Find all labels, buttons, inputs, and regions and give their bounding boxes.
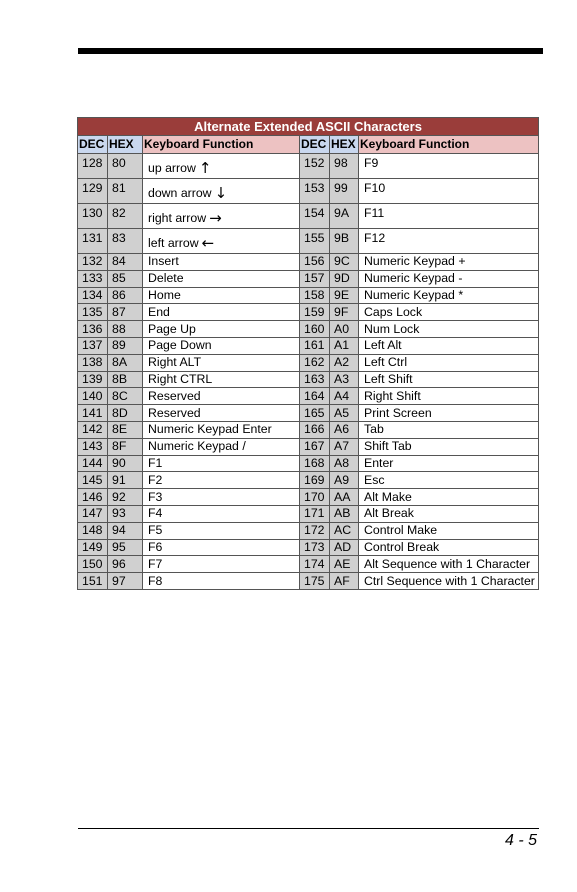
function-cell bbox=[143, 489, 300, 506]
function-label: up arrow bbox=[148, 161, 196, 175]
hex-cell: 8F bbox=[108, 438, 143, 455]
function-cell: Left Shift bbox=[359, 371, 539, 388]
arrow-icon: ← bbox=[201, 234, 215, 252]
dec-cell: 175 bbox=[300, 573, 330, 590]
hex-cell: 80 bbox=[108, 154, 143, 179]
dec-cell: 134 bbox=[78, 287, 108, 304]
dec-cell: 139 bbox=[78, 371, 108, 388]
function-cell bbox=[143, 388, 300, 405]
function-cell: Alt Break bbox=[359, 505, 539, 522]
hex-cell: 9D bbox=[330, 270, 359, 287]
function-cell: F12 bbox=[359, 229, 539, 254]
dec-cell: 156 bbox=[300, 254, 330, 271]
dec-cell: 138 bbox=[78, 354, 108, 371]
hex-cell: 96 bbox=[108, 556, 143, 573]
table-row bbox=[78, 337, 539, 354]
function-cell: Shift Tab bbox=[359, 438, 539, 455]
table-row bbox=[78, 421, 539, 438]
function-cell: Numeric Keypad * bbox=[359, 287, 539, 304]
function-cell bbox=[143, 254, 300, 271]
table-row bbox=[78, 354, 539, 371]
function-cell: Alt Make bbox=[359, 489, 539, 506]
column-header-dec: DEC bbox=[300, 136, 330, 154]
table-row bbox=[78, 573, 539, 590]
function-label: Delete bbox=[148, 271, 184, 286]
hex-cell: A2 bbox=[330, 354, 359, 371]
function-cell: Tab bbox=[359, 421, 539, 438]
dec-cell: 145 bbox=[78, 472, 108, 489]
column-header-hex: HEX bbox=[330, 136, 359, 154]
dec-cell: 171 bbox=[300, 505, 330, 522]
function-cell: Control Break bbox=[359, 539, 539, 556]
dec-cell: 137 bbox=[78, 337, 108, 354]
function-cell bbox=[143, 472, 300, 489]
dec-cell: 151 bbox=[78, 573, 108, 590]
table-row bbox=[78, 287, 539, 304]
function-label: Insert bbox=[148, 254, 179, 269]
arrow-icon: → bbox=[209, 209, 222, 227]
function-cell bbox=[143, 270, 300, 287]
table-row bbox=[78, 321, 539, 338]
dec-cell: 130 bbox=[78, 204, 108, 229]
dec-cell: 133 bbox=[78, 270, 108, 287]
table-row bbox=[78, 304, 539, 321]
function-cell bbox=[143, 229, 300, 254]
function-label: Page Down bbox=[148, 338, 212, 353]
dec-cell: 166 bbox=[300, 421, 330, 438]
hex-cell: 8A bbox=[108, 354, 143, 371]
dec-cell: 154 bbox=[300, 204, 330, 229]
hex-cell: 92 bbox=[108, 489, 143, 506]
function-cell bbox=[143, 505, 300, 522]
function-label: F3 bbox=[148, 489, 163, 504]
function-cell bbox=[143, 354, 300, 371]
function-label: down arrow bbox=[148, 186, 212, 200]
function-cell: Esc bbox=[359, 472, 539, 489]
function-label: Right CTRL bbox=[148, 371, 213, 386]
table-row bbox=[78, 154, 539, 179]
function-cell bbox=[143, 179, 300, 204]
function-cell: Enter bbox=[359, 455, 539, 472]
function-cell bbox=[143, 154, 300, 179]
table-title: Alternate Extended ASCII Characters bbox=[78, 118, 539, 136]
dec-cell: 174 bbox=[300, 556, 330, 573]
dec-cell: 129 bbox=[78, 179, 108, 204]
hex-cell: A6 bbox=[330, 421, 359, 438]
arrow-icon: ↑ bbox=[198, 159, 212, 177]
dec-cell: 132 bbox=[78, 254, 108, 271]
function-cell bbox=[143, 204, 300, 229]
column-header-dec: DEC bbox=[78, 136, 108, 154]
hex-cell: A4 bbox=[330, 388, 359, 405]
header-rule bbox=[78, 48, 543, 54]
table-body bbox=[78, 154, 539, 590]
hex-cell: 97 bbox=[108, 573, 143, 590]
hex-cell: AC bbox=[330, 522, 359, 539]
function-cell: Right Shift bbox=[359, 388, 539, 405]
table-row bbox=[78, 455, 539, 472]
dec-cell: 143 bbox=[78, 438, 108, 455]
dec-cell: 128 bbox=[78, 154, 108, 179]
table-row bbox=[78, 489, 539, 506]
dec-cell: 158 bbox=[300, 287, 330, 304]
hex-cell: 8E bbox=[108, 421, 143, 438]
function-cell: F9 bbox=[359, 154, 539, 179]
function-cell: Print Screen bbox=[359, 405, 539, 422]
function-cell bbox=[143, 337, 300, 354]
dec-cell: 140 bbox=[78, 388, 108, 405]
function-cell: Ctrl Sequence with 1 Character bbox=[359, 573, 539, 590]
dec-cell: 173 bbox=[300, 539, 330, 556]
hex-cell: 8C bbox=[108, 388, 143, 405]
dec-cell: 142 bbox=[78, 421, 108, 438]
function-cell: Left Ctrl bbox=[359, 354, 539, 371]
function-cell bbox=[143, 304, 300, 321]
function-label: right arrow bbox=[148, 211, 207, 225]
hex-cell: 95 bbox=[108, 539, 143, 556]
function-cell bbox=[143, 455, 300, 472]
hex-cell: A8 bbox=[330, 455, 359, 472]
hex-cell: 88 bbox=[108, 321, 143, 338]
page-number: 4 - 5 bbox=[504, 832, 537, 849]
dec-cell: 146 bbox=[78, 489, 108, 506]
dec-cell: 170 bbox=[300, 489, 330, 506]
hex-cell: 89 bbox=[108, 337, 143, 354]
hex-cell: 9A bbox=[330, 204, 359, 229]
hex-cell: 93 bbox=[108, 505, 143, 522]
function-label: F6 bbox=[148, 539, 163, 554]
dec-cell: 149 bbox=[78, 539, 108, 556]
hex-cell: A7 bbox=[330, 438, 359, 455]
dec-cell: 162 bbox=[300, 354, 330, 371]
alternate-extended-ascii-table bbox=[77, 117, 539, 590]
hex-cell: A0 bbox=[330, 321, 359, 338]
function-label: F8 bbox=[148, 573, 163, 588]
hex-cell: 98 bbox=[330, 154, 359, 179]
dec-cell: 144 bbox=[78, 455, 108, 472]
hex-cell: AB bbox=[330, 505, 359, 522]
hex-cell: AD bbox=[330, 539, 359, 556]
function-cell bbox=[143, 539, 300, 556]
dec-cell: 152 bbox=[300, 154, 330, 179]
function-label: Home bbox=[148, 287, 181, 302]
function-label: Numeric Keypad Enter bbox=[148, 422, 272, 437]
function-label: Reserved bbox=[148, 405, 201, 420]
function-cell bbox=[143, 421, 300, 438]
dec-cell: 153 bbox=[300, 179, 330, 204]
hex-cell: 86 bbox=[108, 287, 143, 304]
function-cell: Numeric Keypad - bbox=[359, 270, 539, 287]
footer-rule bbox=[78, 828, 539, 829]
table-row bbox=[78, 472, 539, 489]
function-cell bbox=[143, 573, 300, 590]
dec-cell: 131 bbox=[78, 229, 108, 254]
dec-cell: 160 bbox=[300, 321, 330, 338]
function-cell: Control Make bbox=[359, 522, 539, 539]
table-row bbox=[78, 522, 539, 539]
table-row bbox=[78, 254, 539, 271]
hex-cell: A1 bbox=[330, 337, 359, 354]
dec-cell: 163 bbox=[300, 371, 330, 388]
table-row bbox=[78, 388, 539, 405]
hex-cell: 81 bbox=[108, 179, 143, 204]
function-cell: Numeric Keypad + bbox=[359, 254, 539, 271]
dec-cell: 165 bbox=[300, 405, 330, 422]
dec-cell: 136 bbox=[78, 321, 108, 338]
hex-cell: AA bbox=[330, 489, 359, 506]
function-cell bbox=[143, 405, 300, 422]
function-cell: Left Alt bbox=[359, 337, 539, 354]
hex-cell: A9 bbox=[330, 472, 359, 489]
dec-cell: 155 bbox=[300, 229, 330, 254]
function-label: Page Up bbox=[148, 321, 196, 336]
function-cell bbox=[143, 371, 300, 388]
dec-cell: 172 bbox=[300, 522, 330, 539]
hex-cell: 91 bbox=[108, 472, 143, 489]
dec-cell: 161 bbox=[300, 337, 330, 354]
dec-cell: 164 bbox=[300, 388, 330, 405]
function-label: F2 bbox=[148, 472, 163, 487]
hex-cell: AE bbox=[330, 556, 359, 573]
dec-cell: 141 bbox=[78, 405, 108, 422]
hex-cell: 85 bbox=[108, 270, 143, 287]
hex-cell: 8D bbox=[108, 405, 143, 422]
function-cell: F11 bbox=[359, 204, 539, 229]
dec-cell: 168 bbox=[300, 455, 330, 472]
hex-cell: 9E bbox=[330, 287, 359, 304]
function-cell: F10 bbox=[359, 179, 539, 204]
dec-cell: 135 bbox=[78, 304, 108, 321]
function-label: Reserved bbox=[148, 388, 201, 403]
dec-cell: 150 bbox=[78, 556, 108, 573]
table-row bbox=[78, 405, 539, 422]
function-label: F4 bbox=[148, 506, 163, 521]
column-header-hex: HEX bbox=[108, 136, 143, 154]
table-row bbox=[78, 204, 539, 229]
function-label: F7 bbox=[148, 556, 163, 571]
function-label: End bbox=[148, 304, 170, 319]
hex-cell: 94 bbox=[108, 522, 143, 539]
dec-cell: 167 bbox=[300, 438, 330, 455]
dec-cell: 147 bbox=[78, 505, 108, 522]
hex-cell: 9C bbox=[330, 254, 359, 271]
hex-cell: 9F bbox=[330, 304, 359, 321]
hex-cell: 84 bbox=[108, 254, 143, 271]
dec-cell: 148 bbox=[78, 522, 108, 539]
function-cell bbox=[143, 438, 300, 455]
function-cell: Num Lock bbox=[359, 321, 539, 338]
hex-cell: AF bbox=[330, 573, 359, 590]
table-row bbox=[78, 371, 539, 388]
function-label: left arrow bbox=[148, 236, 199, 250]
function-label: Right ALT bbox=[148, 355, 202, 370]
function-label: F1 bbox=[148, 455, 163, 470]
function-cell: Alt Sequence with 1 Character bbox=[359, 556, 539, 573]
function-cell bbox=[143, 522, 300, 539]
hex-cell: 82 bbox=[108, 204, 143, 229]
table-row bbox=[78, 270, 539, 287]
table-row bbox=[78, 505, 539, 522]
hex-cell: 99 bbox=[330, 179, 359, 204]
table-row bbox=[78, 438, 539, 455]
dec-cell: 159 bbox=[300, 304, 330, 321]
dec-cell: 157 bbox=[300, 270, 330, 287]
hex-cell: 83 bbox=[108, 229, 143, 254]
hex-cell: 8B bbox=[108, 371, 143, 388]
function-cell bbox=[143, 556, 300, 573]
table-row bbox=[78, 229, 539, 254]
table-row bbox=[78, 539, 539, 556]
dec-cell: 169 bbox=[300, 472, 330, 489]
function-label: F5 bbox=[148, 523, 163, 538]
arrow-icon: ↓ bbox=[214, 184, 228, 202]
function-cell bbox=[143, 321, 300, 338]
function-cell bbox=[143, 287, 300, 304]
hex-cell: A5 bbox=[330, 405, 359, 422]
column-header-function: Keyboard Function bbox=[359, 136, 539, 154]
table-row bbox=[78, 556, 539, 573]
column-header-function: Keyboard Function bbox=[143, 136, 300, 154]
function-cell: Caps Lock bbox=[359, 304, 539, 321]
hex-cell: 9B bbox=[330, 229, 359, 254]
hex-cell: 87 bbox=[108, 304, 143, 321]
table-row bbox=[78, 179, 539, 204]
hex-cell: A3 bbox=[330, 371, 359, 388]
hex-cell: 90 bbox=[108, 455, 143, 472]
function-label: Numeric Keypad / bbox=[148, 439, 246, 454]
